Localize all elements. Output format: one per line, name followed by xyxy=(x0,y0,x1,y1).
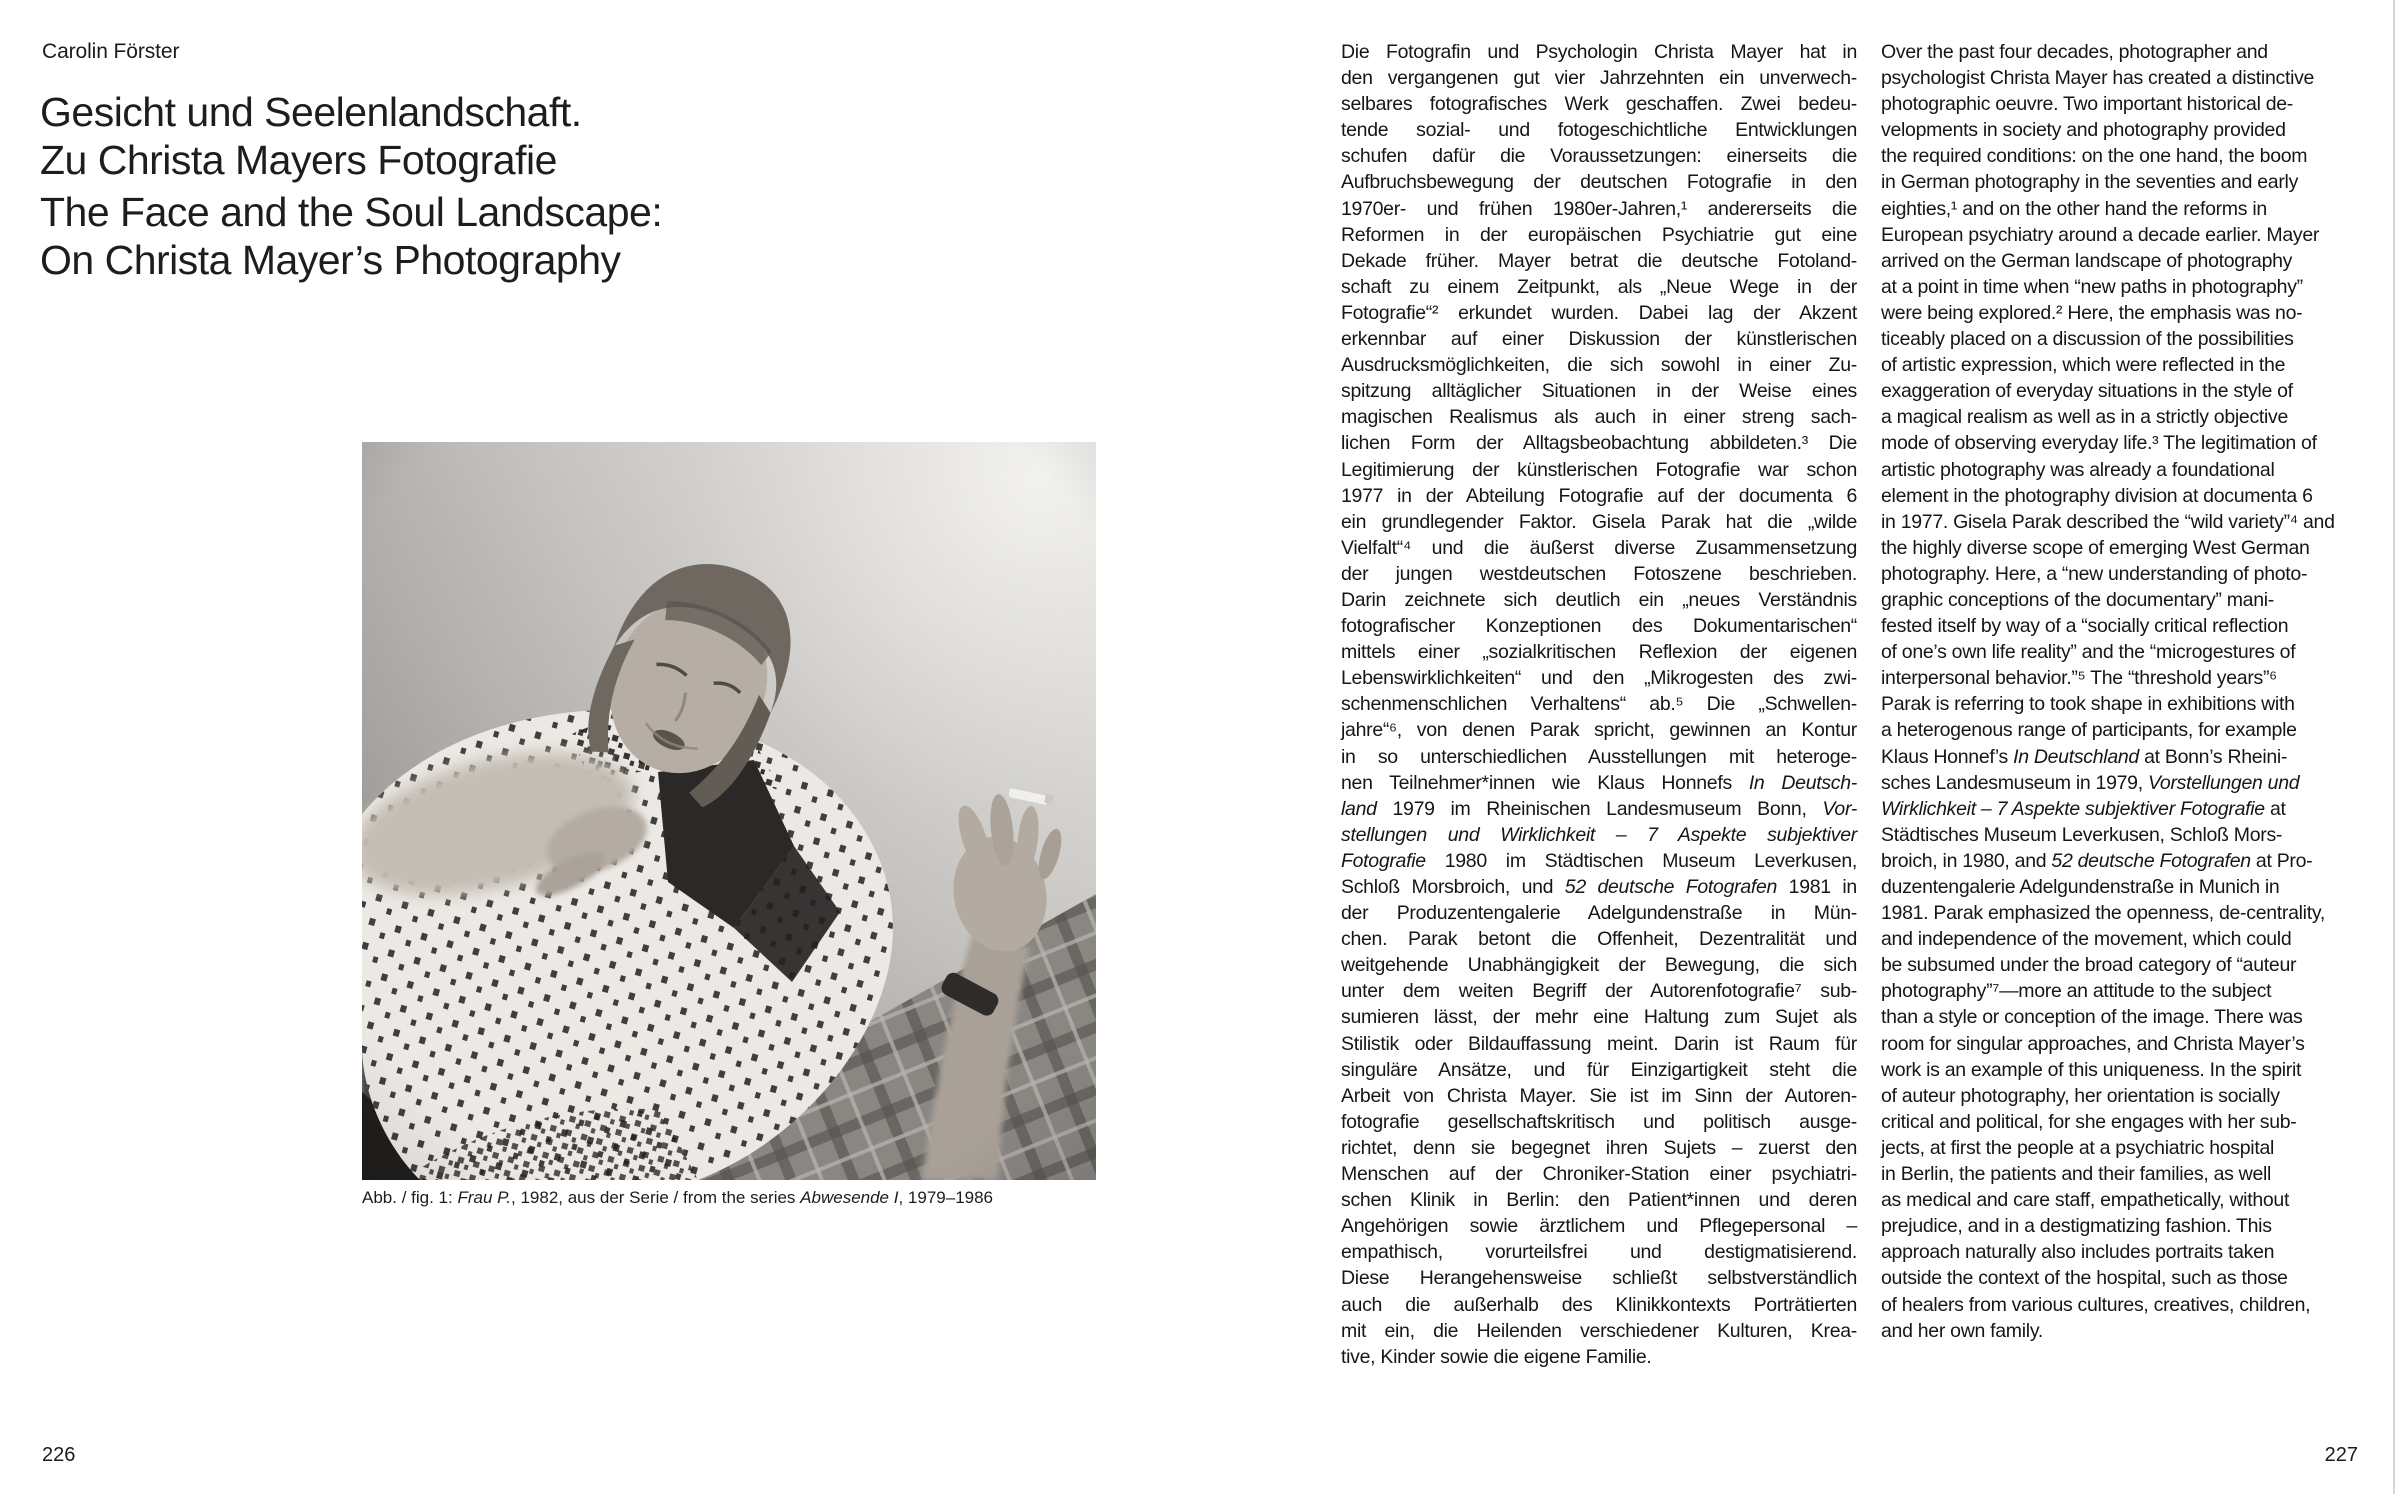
plain-text: in Berlin, the patients and their families, as well xyxy=(1881,1163,2272,1186)
plain-text: 1970er- und frühen 1980er-Jahren,¹ andererseits die xyxy=(1341,197,1857,220)
italic-text: Abwesende I xyxy=(800,1188,899,1207)
italic-text: stellungen und Wirklichkeit – 7 Aspekte subjektiver xyxy=(1341,823,1857,846)
text-line xyxy=(1341,404,1857,430)
text-line xyxy=(1341,352,1857,378)
plain-text: mit ein, die Heilenden verschiedener Kulturen, Krea- xyxy=(1341,1319,1857,1342)
text-line xyxy=(1341,744,1857,770)
text-line xyxy=(1881,457,2386,483)
plain-text: outside the context of the hospital, such as those xyxy=(1881,1267,2288,1290)
text-line xyxy=(1881,274,2386,300)
plain-text: Angehörigen sowie ärztlichem und Pflegepersonal – xyxy=(1341,1215,1857,1238)
plain-text: fotografischer Konzeptionen des Dokumentarischen“ xyxy=(1341,615,1857,638)
text-line xyxy=(1881,848,2386,874)
text-line xyxy=(1341,952,1857,978)
text-line xyxy=(1881,1292,2386,1318)
text-line xyxy=(1341,587,1857,613)
plain-text: Over the past four decades, photographer and xyxy=(1881,41,2268,63)
text-line xyxy=(1341,796,1857,822)
plain-text: der Produzentengalerie Adelgundenstraße in Mün- xyxy=(1341,902,1857,925)
plain-text: European psychiatry around a decade earlier. Mayer xyxy=(1881,223,2320,246)
italic-text: Vorstellungen und xyxy=(2147,771,2300,794)
plain-text: richtet, denn sie begegnet ihren Sujets – zuerst den xyxy=(1341,1136,1857,1159)
text-line xyxy=(1881,1161,2386,1187)
text-line xyxy=(1341,1292,1857,1318)
text-line xyxy=(1881,39,2386,65)
plain-text: element in the photography division at documenta 6 xyxy=(1881,484,2313,507)
text-line xyxy=(1881,91,2386,117)
text-line xyxy=(1881,430,2386,456)
text-line xyxy=(1881,196,2386,222)
plain-text: jects, at first the people at a psychiatric hospital xyxy=(1881,1136,2275,1159)
plain-text: of healers from various cultures, creatives, children, xyxy=(1881,1293,2311,1316)
text-line xyxy=(1341,430,1857,456)
plain-text: in 1977. Gisela Parak described the “wild variety”⁴ and xyxy=(1881,510,2335,533)
text-line xyxy=(1881,535,2386,561)
text-line xyxy=(1881,169,2386,195)
text-line xyxy=(1881,1318,2386,1344)
plain-text: Arbeit von Christa Mayer. Sie ist im Sinn der Autoren- xyxy=(1341,1084,1857,1107)
page-edge-line xyxy=(2393,0,2395,1494)
plain-text: Die Fotografin und Psychologin Christa Mayer hat in xyxy=(1341,41,1857,63)
italic-text: 52 deutsche Fotografen xyxy=(2051,849,2251,872)
figure-caption xyxy=(362,1188,993,1208)
page-number-left: 226 xyxy=(42,1444,76,1466)
plain-text: sumieren lässt, der mehr eine Haltung zum Sujet als xyxy=(1341,1006,1857,1029)
plain-text: graphic conceptions of the documentary” mani- xyxy=(1881,588,2274,611)
plain-text: empathisch, vorurteilsfrei und destigmatisierend. xyxy=(1341,1241,1857,1264)
text-line xyxy=(1881,926,2386,952)
text-line xyxy=(1341,1318,1857,1344)
plain-text: a magical realism as well as in a strictly objective xyxy=(1881,406,2289,429)
plain-text: Parak is referring to took shape in exhibitions with xyxy=(1881,693,2295,716)
plain-text: Fotografie“² erkundet wurden. Dabei lag der Akzent xyxy=(1341,301,1857,324)
text-line xyxy=(1881,613,2386,639)
plain-text: schufen dafür die Voraussetzungen: einerseits die xyxy=(1341,145,1857,168)
plain-text: tive, Kinder sowie die eigene Familie. xyxy=(1341,1345,1652,1368)
essay-title-english xyxy=(40,188,662,284)
italic-text: 52 deutsche Fotografen xyxy=(1564,876,1778,898)
plain-text: interpersonal behavior.”⁵ The “threshold years”⁶ xyxy=(1881,667,2277,690)
text-line xyxy=(1341,91,1857,117)
text-line xyxy=(1341,1057,1857,1083)
text-line xyxy=(1341,717,1857,743)
italic-text: land xyxy=(1341,797,1377,820)
text-line xyxy=(1881,665,2386,691)
text-line xyxy=(1881,1213,2386,1239)
text-line xyxy=(1881,639,2386,665)
plain-text: at a point in time when “new paths in photography” xyxy=(1881,275,2303,298)
plain-text: than a style or conception of the image. There was xyxy=(1881,1006,2303,1029)
text-line xyxy=(1881,1135,2386,1161)
plain-text: selbares fotografisches Werk geschaffen. Zwei bedeu- xyxy=(1341,93,1857,116)
plain-text: in so unterschiedlichen Ausstellungen mit heteroge- xyxy=(1341,745,1857,768)
plain-text: Lebenswirklichkeiten“ und den „Mikrogesten des zwi- xyxy=(1341,667,1857,690)
plain-text: , 1979–1986 xyxy=(898,1188,994,1207)
plain-text: schenmenschlichen Verhaltens“ ab.⁵ Die „Schwellen- xyxy=(1341,693,1857,716)
plain-text: be subsumed under the broad category of “auteur xyxy=(1881,954,2297,977)
italic-text: In Deutschland xyxy=(2013,745,2139,768)
text-line xyxy=(1341,1031,1857,1057)
plain-text: sches Landesmuseum in 1979, xyxy=(1881,771,2148,794)
plain-text: 1981 in xyxy=(1777,876,1857,898)
plain-text: broich, in 1980, and xyxy=(1881,849,2052,872)
text-line xyxy=(1881,874,2386,900)
plain-text: mode of observing everyday life.³ The legitimation of xyxy=(1881,432,2317,455)
text-line xyxy=(1881,770,2386,796)
plain-text: at Pro- xyxy=(2250,849,2313,872)
plain-text: at xyxy=(2264,797,2286,820)
text-line xyxy=(1341,378,1857,404)
plain-text: artistic photography was already a foundational xyxy=(1881,458,2275,481)
text-line xyxy=(1341,483,1857,509)
plain-text: psychologist Christa Mayer has created a distinctive xyxy=(1881,67,2315,90)
text-line xyxy=(1881,1031,2386,1057)
text-line xyxy=(1341,196,1857,222)
photograph-frau-p xyxy=(362,442,1096,1180)
plain-text: schen Klinik in Berlin: den Patient*innen und deren xyxy=(1341,1189,1857,1212)
plain-text: were being explored.² Here, the emphasis was no- xyxy=(1881,301,2303,324)
plain-text: ein grundlegender Faktor. Gisela Parak hat die „wilde xyxy=(1341,510,1857,533)
plain-text: 1979 im Rheinischen Landesmuseum Bonn, xyxy=(1376,797,1823,820)
text-line xyxy=(1881,352,2386,378)
plain-text: approach naturally also includes portraits taken xyxy=(1881,1241,2275,1264)
plain-text: mittels einer „sozialkritischen Reflexion der eigenen xyxy=(1341,641,1857,664)
plain-text: of auteur photography, her orientation is socially xyxy=(1881,1084,2280,1107)
plain-text: work is an example of this uniqueness. In the spirit xyxy=(1881,1058,2302,1081)
text-line xyxy=(1341,770,1857,796)
plain-text: of artistic expression, which were reflected in the xyxy=(1881,354,2286,377)
text-line xyxy=(1341,1109,1857,1135)
plain-text: ticeably placed on a discussion of the possibilities xyxy=(1881,328,2294,351)
photograph-illustration xyxy=(362,442,1096,1180)
text-line xyxy=(1881,691,2386,717)
plain-text: singuläre Ansätze, und für Einzigartigkeit steht die xyxy=(1341,1058,1857,1081)
text-line xyxy=(1881,222,2386,248)
italic-text: Vor- xyxy=(1822,797,1857,820)
plain-text: of one’s own life reality” and the “microgestures of xyxy=(1881,641,2296,664)
text-line xyxy=(1341,822,1857,848)
plain-text: erkennbar auf einer Diskussion der künstlerischen xyxy=(1341,328,1857,351)
text-line xyxy=(1341,665,1857,691)
text-line xyxy=(1881,1265,2386,1291)
plain-text: exaggeration of everyday situations in the style of xyxy=(1881,380,2293,403)
plain-text: prejudice, and in a destigmatizing fashion. This xyxy=(1881,1215,2272,1238)
text-line xyxy=(1881,717,2386,743)
title-en-line-1: The Face and the Soul Landscape: xyxy=(40,189,663,235)
plain-text: lichen Form der Alltagsbeobachtung abbildeten.³ Die xyxy=(1341,432,1857,455)
text-line xyxy=(1881,744,2386,770)
plain-text: 1981. Parak emphasized the openness, de-centrality, xyxy=(1881,902,2325,925)
plain-text: tende sozial- und fotogeschichtliche Entwicklungen xyxy=(1341,119,1857,142)
plain-text: Ausdrucksmöglichkeiten, die sich sowohl in einer Zu- xyxy=(1341,354,1857,377)
plain-text: a heterogenous range of participants, for example xyxy=(1881,719,2297,742)
plain-text: photographic oeuvre. Two important historical de- xyxy=(1881,93,2294,116)
plain-text: der jungen westdeutschen Fotoszene beschrieben. xyxy=(1341,562,1857,585)
text-line xyxy=(1341,457,1857,483)
plain-text: critical and political, for she engages with her sub- xyxy=(1881,1110,2297,1133)
plain-text: at Bonn’s Rheini- xyxy=(2138,745,2288,768)
text-line xyxy=(1341,978,1857,1004)
text-line xyxy=(1341,117,1857,143)
plain-text: spitzung alltäglicher Situationen in der Weise eines xyxy=(1341,380,1857,403)
italic-text: Fotografie xyxy=(1341,849,1426,872)
text-line xyxy=(1881,1187,2386,1213)
italic-text: Wirklichkeit – 7 Aspekte subjektiver Fotografie xyxy=(1881,797,2265,820)
text-line xyxy=(1881,65,2386,91)
plain-text: magischen Realismus als auch in einer streng sach- xyxy=(1341,406,1857,429)
text-line xyxy=(1881,822,2386,848)
text-line xyxy=(1341,1265,1857,1291)
text-line xyxy=(1881,1004,2386,1030)
plain-text: in German photography in the seventies and early xyxy=(1881,171,2299,194)
text-line xyxy=(1881,1057,2386,1083)
text-line xyxy=(1341,613,1857,639)
plain-text: the required conditions: on the one hand, the boom xyxy=(1881,145,2308,168)
plain-text: jahre“⁶, von denen Parak spricht, gewinnen an Kontur xyxy=(1341,719,1857,742)
essay-column-english xyxy=(1881,39,2386,1344)
text-line xyxy=(1341,1161,1857,1187)
text-line xyxy=(1341,300,1857,326)
plain-text: Stilistik oder Bildauffassung meint. Darin ist Raum für xyxy=(1341,1032,1857,1055)
title-de-line-1: Gesicht und Seelenlandschaft. xyxy=(40,89,582,135)
text-line xyxy=(1341,848,1857,874)
text-line xyxy=(1881,900,2386,926)
title-en-line-2: On Christa Mayer’s Photography xyxy=(40,237,621,283)
text-line xyxy=(1341,169,1857,195)
plain-text: Abb. / fig. 1: xyxy=(362,1188,458,1207)
plain-text: arrived on the German landscape of photography xyxy=(1881,249,2293,272)
plain-text: velopments in society and photography provided xyxy=(1881,119,2286,142)
plain-text: Diese Herangehensweise schließt selbstverständlich xyxy=(1341,1267,1857,1290)
text-line xyxy=(1881,1109,2386,1135)
text-line xyxy=(1341,222,1857,248)
text-line xyxy=(1881,143,2386,169)
text-line xyxy=(1341,326,1857,352)
plain-text: as medical and care staff, empathetically, without xyxy=(1881,1189,2290,1212)
text-line xyxy=(1341,1187,1857,1213)
text-line xyxy=(1341,1344,1857,1370)
text-line xyxy=(1881,561,2386,587)
text-line xyxy=(1341,535,1857,561)
text-line xyxy=(1341,926,1857,952)
italic-text: In Deutsch- xyxy=(1748,771,1857,794)
plain-text: schaft zu einem Zeitpunkt, als „Neue Wege in der xyxy=(1341,275,1857,298)
plain-text: nen Teilnehmer*innen wie Klaus Honnefs xyxy=(1341,771,1749,794)
text-line xyxy=(1881,978,2386,1004)
plain-text: Darin zeichnete sich deutlich ein „neues Verständnis xyxy=(1341,588,1857,611)
text-line xyxy=(1881,117,2386,143)
plain-text: weitgehende Unabhängigkeit der Bewegung, die sich xyxy=(1341,954,1857,977)
plain-text: Schloß Morsbroich, und xyxy=(1341,876,1565,898)
plain-text: auch die außerhalb des Klinikkontexts Porträtierten xyxy=(1341,1293,1857,1316)
text-line xyxy=(1881,326,2386,352)
page-number-right: 227 xyxy=(2324,1444,2358,1466)
plain-text: Reformen in der europäischen Psychiatrie gut eine xyxy=(1341,223,1857,246)
plain-text: Klaus Honnef’s xyxy=(1881,745,2014,768)
plain-text: Vielfalt“⁴ und die äußerst diverse Zusammensetzung xyxy=(1341,536,1857,559)
text-line xyxy=(1881,1083,2386,1109)
plain-text: eighties,¹ and on the other hand the reforms in xyxy=(1881,197,2267,220)
plain-text: chen. Parak betont die Offenheit, Dezentralität und xyxy=(1341,928,1857,951)
plain-text: unter dem weiten Begriff der Autorenfotografie⁷ sub- xyxy=(1341,980,1857,1003)
text-line xyxy=(1881,248,2386,274)
text-line xyxy=(1881,1239,2386,1265)
plain-text: Städtisches Museum Leverkusen, Schloß Mors- xyxy=(1881,823,2283,846)
plain-text: 1980 im Städtischen Museum Leverkusen, xyxy=(1425,849,1857,872)
plain-text: fotografie gesellschaftskritisch und politisch ausge- xyxy=(1341,1110,1857,1133)
text-line xyxy=(1881,509,2386,535)
text-line xyxy=(1881,483,2386,509)
text-line xyxy=(1341,1213,1857,1239)
text-line xyxy=(1341,691,1857,717)
text-line xyxy=(1341,65,1857,91)
plain-text: and her own family. xyxy=(1881,1319,2043,1342)
plain-text: and independence of the movement, which could xyxy=(1881,928,2292,951)
text-line xyxy=(1341,39,1857,65)
title-de-line-2: Zu Christa Mayers Fotografie xyxy=(40,137,557,183)
plain-text: den vergangenen gut vier Jahrzehnten ein unverwech- xyxy=(1341,67,1857,90)
text-line xyxy=(1341,1239,1857,1265)
text-line xyxy=(1341,561,1857,587)
text-line xyxy=(1881,378,2386,404)
plain-text: room for singular approaches, and Christa Mayer’s xyxy=(1881,1032,2305,1055)
text-line xyxy=(1881,952,2386,978)
plain-text: Dekade früher. Mayer betrat die deutsche Fotoland- xyxy=(1341,249,1857,272)
plain-text: the highly diverse scope of emerging West German xyxy=(1881,536,2310,559)
text-line xyxy=(1341,874,1857,900)
italic-text: Frau P. xyxy=(457,1188,512,1207)
text-line xyxy=(1341,1083,1857,1109)
plain-text: fested itself by way of a “socially critical reflection xyxy=(1881,615,2289,638)
text-line xyxy=(1341,900,1857,926)
plain-text: , 1982, aus der Serie / from the series xyxy=(511,1188,801,1207)
text-line xyxy=(1341,1135,1857,1161)
text-line xyxy=(1341,274,1857,300)
plain-text: duzentengalerie Adelgundenstraße in Munich in xyxy=(1881,876,2280,898)
plain-text: Menschen auf der Chroniker-Station einer psychiatri- xyxy=(1341,1163,1857,1186)
essay-author: Carolin Förster xyxy=(42,40,180,63)
essay-column-german xyxy=(1341,39,1857,1370)
text-line xyxy=(1341,248,1857,274)
text-line xyxy=(1341,1004,1857,1030)
text-line xyxy=(1341,509,1857,535)
text-line xyxy=(1881,796,2386,822)
plain-text: 1977 in der Abteilung Fotografie auf der documenta 6 xyxy=(1341,484,1857,507)
plain-text: photography. Here, a “new understanding of photo- xyxy=(1881,562,2308,585)
text-line xyxy=(1881,300,2386,326)
text-line xyxy=(1341,639,1857,665)
plain-text: Aufbruchsbewegung der deutschen Fotografie in den xyxy=(1341,171,1857,194)
text-line xyxy=(1341,143,1857,169)
plain-text: photography”⁷—more an attitude to the subject xyxy=(1881,980,2272,1003)
plain-text: Legitimierung der künstlerischen Fotografie war schon xyxy=(1341,458,1857,481)
text-line xyxy=(1881,587,2386,613)
essay-title-german xyxy=(40,88,582,184)
text-line xyxy=(1881,404,2386,430)
